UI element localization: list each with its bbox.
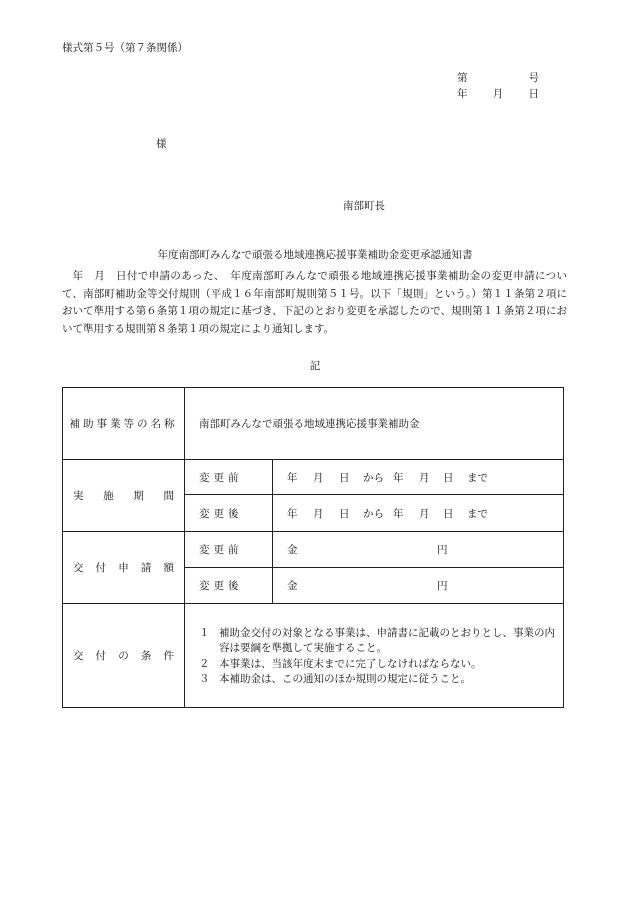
amount-after-value <box>273 568 564 604</box>
table-row-period-before <box>63 460 564 495</box>
condition-item: １ 補助金交付の対象となる事業は、申請書に記載のとおりとし、事業の内容は要綱を準拠して実施すること。 <box>199 626 555 654</box>
document-number-line <box>457 70 539 85</box>
amount-label-cell <box>63 532 185 604</box>
date-month: 月 <box>492 88 504 100</box>
grant-conditions-table <box>62 387 564 708</box>
issuer-name: 南部町長 <box>343 200 385 212</box>
yen-prefix: 金 <box>287 544 298 556</box>
period-before-label: 変更前 <box>185 460 273 495</box>
period-after-value: 年 月 日 から 年 月 日 まで <box>273 495 564 532</box>
yen-suffix: 円 <box>437 580 448 592</box>
body-paragraph: 年 月 日付で申請のあった、 年度南部町みんなで頑張る地域連携応援事業補助金の変更申請について、南部町補助金等交付規則（平成１６年南部町規則第５１号。以下「規則」という。）第１１条第２項において準用する第６条第１項の規定に基づき、下記のとおり変更を承認したので、規則第１１条第２項において準用する規則第８条第１項の規定により通知します。 <box>62 270 567 335</box>
name-label-cell <box>63 388 185 460</box>
amount-before-value <box>273 532 564 568</box>
document-title: 年度南部町みんなで頑張る地域連携応援事業補助金変更承認通知書 <box>157 249 473 261</box>
amount-label: 交 付 申 請 額 <box>73 562 174 574</box>
date-year: 年 <box>457 88 468 100</box>
number-prefix: 第 <box>457 72 468 84</box>
period-after-label: 変更後 <box>185 495 273 532</box>
ki-mark: 記 <box>309 360 321 372</box>
conditions-label-cell <box>63 604 185 708</box>
addressee-honorific: 様 <box>156 138 167 150</box>
period-label-cell <box>63 460 185 532</box>
table-row-conditions <box>63 604 564 708</box>
yen-suffix: 円 <box>437 544 448 556</box>
document-date-line <box>457 86 539 101</box>
conditions-label: 交 付 の 条 件 <box>73 650 174 662</box>
period-before-value: 年 月 日 から 年 月 日 まで <box>273 460 564 495</box>
amount-after-label: 変更後 <box>185 568 273 604</box>
period-label: 実 施 期 間 <box>73 490 174 502</box>
form-number: 様式第５号（第７条関係） <box>62 42 188 54</box>
condition-item: ２ 本事業は、当該年度末までに完了しなければならない。 <box>199 657 482 670</box>
conditions-cell <box>185 604 564 708</box>
table-row-amount-before <box>63 532 564 568</box>
name-value: 南部町みんなで頑張る地域連携応援事業補助金 <box>199 418 420 430</box>
table-row-name <box>63 388 564 460</box>
number-suffix: 号 <box>528 72 539 84</box>
yen-prefix: 金 <box>287 580 298 592</box>
name-value-cell <box>185 388 564 460</box>
condition-item: ３ 本補助金は、この通知のほか規則の規定に従うこと。 <box>199 673 471 685</box>
name-label: 補助事業等の名称 <box>69 418 178 430</box>
amount-before-label: 変更前 <box>185 532 273 568</box>
date-day: 日 <box>528 88 539 100</box>
